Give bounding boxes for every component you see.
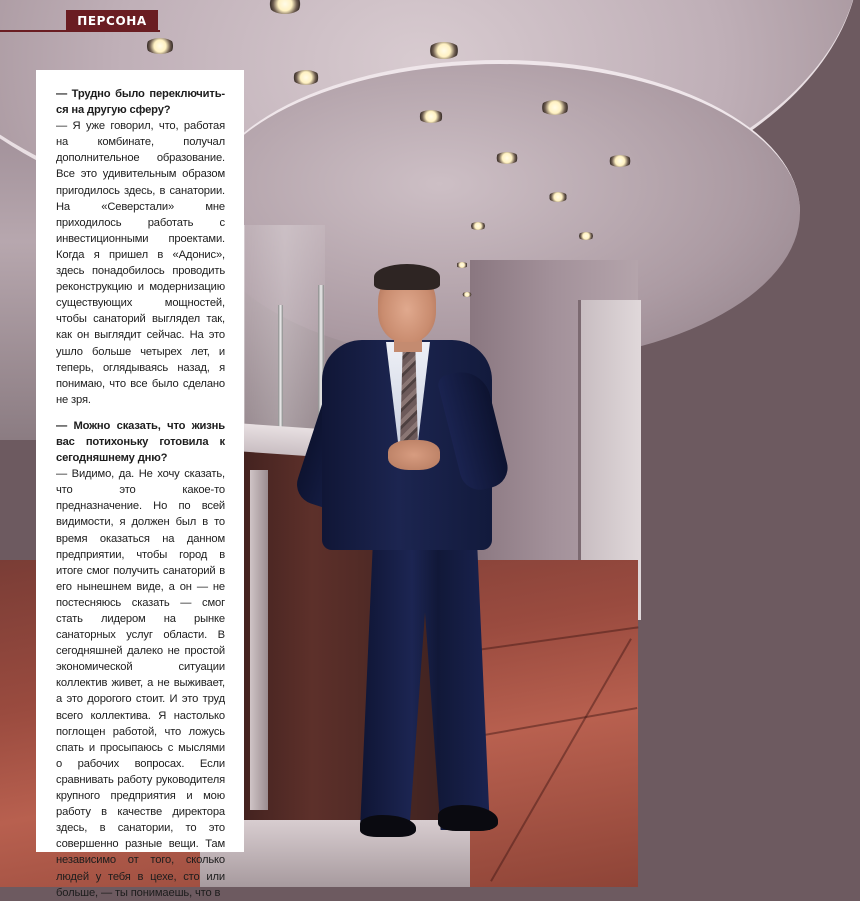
ceiling-light <box>292 70 320 85</box>
answer-1: — Я уже говорил, что, работая на комбинате, получал дополнительное образование. Все это удивительным образом пригодилось здесь, в санатории. На «Северстали» мне приходилось работать с инвестиционными проектами. Когда я пришел в «Адонис», здесь понадобилось проводить реконструкцию и модернизацию существующих мощностей, чтобы санаторий выглядел так, как он выглядит сейчас. На это ушло больше четырех лет, и теперь, оглядываясь назад, я понимаю, что все было сделано не зря. <box>56 120 225 406</box>
ceiling-light <box>418 110 444 123</box>
trousers <box>360 540 490 830</box>
railing-pole <box>278 305 283 445</box>
clasped-hands <box>388 440 440 470</box>
ceiling-light <box>428 42 460 59</box>
section-label: ПЕРСОНА <box>66 10 158 32</box>
ceiling-light <box>540 100 570 115</box>
ceiling-light <box>495 152 519 164</box>
counter-panel <box>250 470 268 810</box>
question-2: — Можно сказать, что жизнь вас потихоньку готовила к сегодняшнему дню? <box>56 419 225 465</box>
ceiling-light <box>578 232 594 240</box>
ceiling-light <box>548 192 568 202</box>
ceiling-light <box>470 222 486 230</box>
question-1: — Трудно было переключить-ся на другую сферу? <box>56 88 225 117</box>
answer-2: — Видимо, да. Не хочу сказать, что это какое-то предназначение. Но по всей видимости, я должен был в то время оказаться на данном предприятии, чтобы город в итоге смог получить санаторий в его нынешнем виде, а он — не постесняюсь сказать — смог стать лидером на рынке санаторных услуг области. В сегодняшней далеко не простой экономической ситуации коллектив живет, а не выживает, а это дорогого стоит. И это труд всего коллектива. Я настолько поглощен работой, что ложусь спать и просыпаюсь с мыслями о рабочих вопросах. Если сравнивать работу руководителя крупного предприятия и мою работу в качестве директора здесь, в санатории, то это совершенно разные вещи. Там независимо от того, сколько людей у тебя в цехе, сто или больше, — ты понимаешь, что в <box>56 468 225 899</box>
ceiling-light <box>608 155 632 167</box>
hair <box>374 264 440 290</box>
man-portrait <box>300 260 520 860</box>
ceiling-light <box>145 38 175 54</box>
article-body <box>56 86 225 901</box>
article-text-box <box>36 70 244 899</box>
